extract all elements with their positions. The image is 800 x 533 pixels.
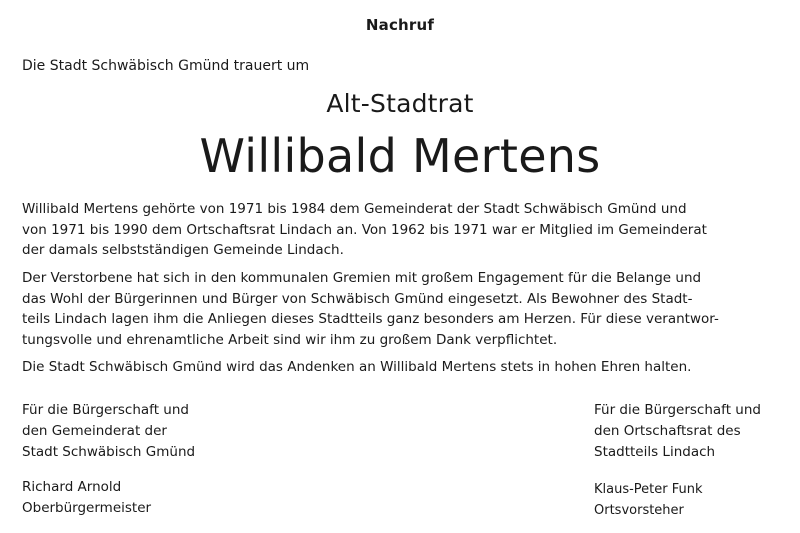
paragraph-line: das Wohl der Bürgerinnen und Bürger von Schwäbisch Gmünd eingesetzt. Als Bewohner des Stadt-	[22, 290, 693, 307]
signature-right-person	[594, 479, 703, 521]
signatory-title: Ortsvorsteher	[594, 503, 684, 518]
paragraph-remembrance	[22, 357, 782, 378]
signature-right-organization	[594, 400, 761, 463]
paragraph-engagement	[22, 268, 782, 350]
paragraph-line: tungsvolle und ehrenamtliche Arbeit sind wir ihm zu großem Dank verpflichtet.	[22, 331, 558, 348]
signature-line: den Gemeinderat der	[22, 423, 167, 439]
paragraph-line: der damals selbstständigen Gemeinde Lindach.	[22, 242, 344, 258]
paragraph-line: Die Stadt Schwäbisch Gmünd wird das Andenken an Willibald Mertens stets in hohen Ehren halten.	[22, 359, 692, 375]
paragraph-line: Der Verstorbene hat sich in den kommunalen Gremien mit großem Engagement für die Belange und	[22, 270, 702, 286]
paragraph-career	[22, 199, 782, 261]
paragraph-line: teils Lindach lagen ihm die Anliegen dieses Stadtteils ganz besonders am Herzen. Für diese verantwor-	[22, 311, 719, 327]
deceased-name: Willibald Mertens	[199, 129, 601, 183]
signature-left-organization	[22, 400, 195, 463]
signature-left-person	[22, 477, 151, 519]
signatory-name: Klaus-Peter Funk	[594, 482, 703, 497]
paragraph-line: von 1971 bis 1990 dem Ortschaftsrat Lindach an. Von 1962 bis 1971 war er Mitglied im Gemeinderat	[22, 221, 707, 238]
signature-line: Für die Bürgerschaft und	[594, 402, 761, 418]
signature-line: den Ortschaftsrat des	[594, 423, 741, 439]
signature-line: Stadtteils Lindach	[594, 444, 716, 460]
paragraph-line: Willibald Mertens gehörte von 1971 bis 1984 dem Gemeinderat der Stadt Schwäbisch Gmünd und	[22, 201, 687, 217]
notice-heading: Nachruf	[365, 16, 435, 34]
deceased-role: Alt-Stadtrat	[326, 89, 474, 118]
signature-line: Stadt Schwäbisch Gmünd	[22, 444, 196, 460]
signatory-title: Oberbürgermeister	[22, 500, 152, 516]
signature-line: Für die Bürgerschaft und	[22, 402, 189, 418]
signatory-name: Richard Arnold	[22, 479, 122, 495]
intro-line: Die Stadt Schwäbisch Gmünd trauert um	[22, 58, 310, 74]
